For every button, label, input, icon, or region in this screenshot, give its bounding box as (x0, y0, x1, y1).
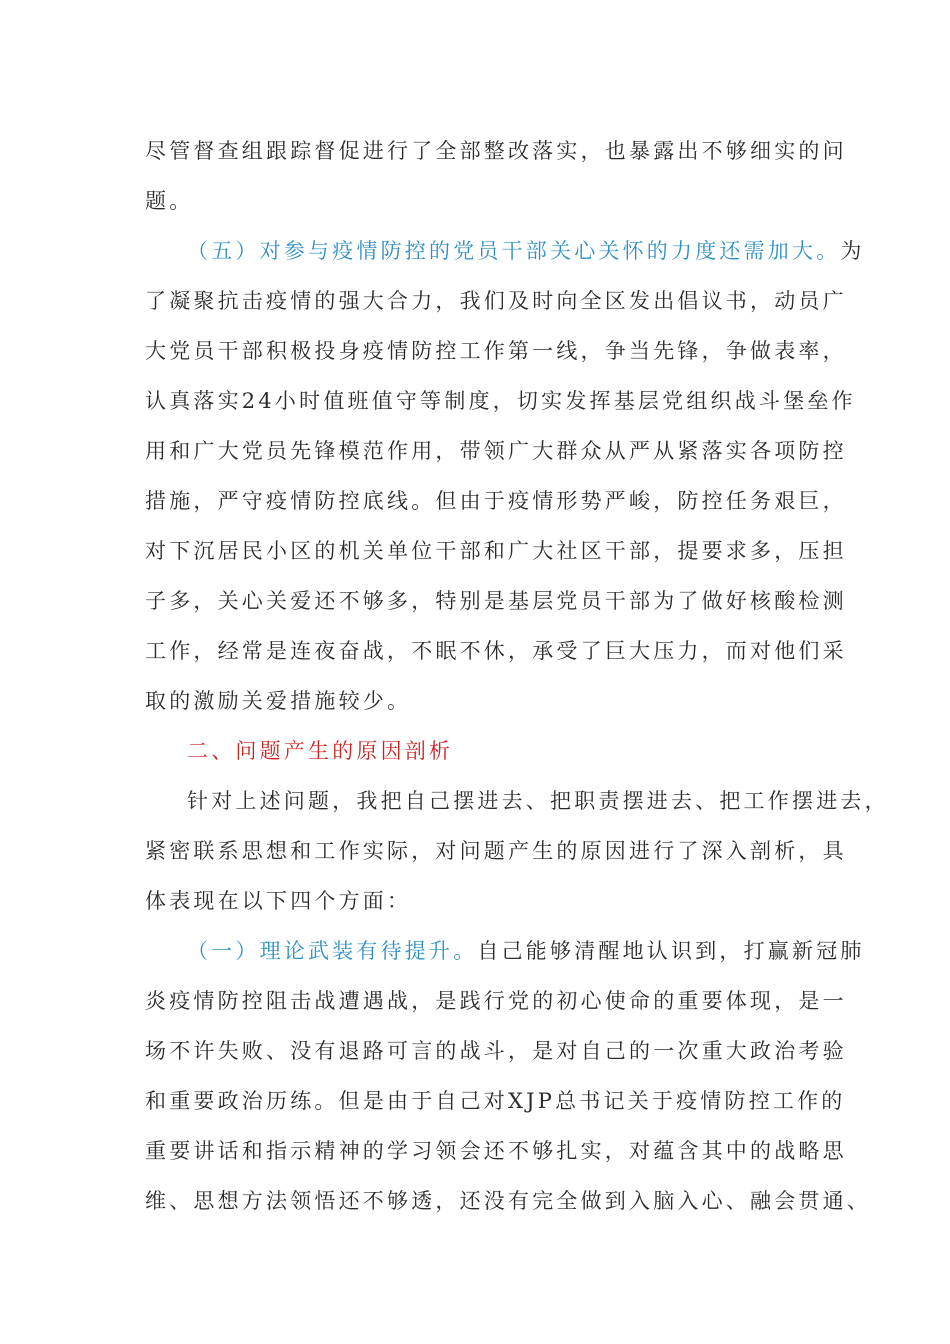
body-line: 和重要政治历练。但是由于自己对XJP总书记关于疫情防控工作的 (145, 1089, 846, 1113)
body-line: 措施，严守疫情防控底线。但由于疫情形势严峻，防控任务艰巨， (145, 489, 847, 513)
section-1-line (187, 936, 865, 966)
body-line: 认真落实24小时值班值守等制度，切实发挥基层党组织战斗堡垒作 (145, 389, 856, 413)
body-line: 题。 (145, 189, 194, 213)
body-line: 工作，经常是连夜奋战，不眠不休，承受了巨大压力，而对他们采 (145, 639, 847, 663)
body-line: 场不许失败、没有退路可言的战斗，是对自己的一次重大政治考验 (145, 1039, 847, 1063)
body-text: 自己能够清醒地认识到，打赢新冠肺 (477, 939, 865, 963)
body-line: 针对上述问题，我把自己摆进去、把职责摆进去、把工作摆进去， (187, 789, 889, 813)
section-heading-5: （五）对参与疫情防控的党员干部关心关怀的力度还需加大。 (187, 239, 841, 263)
chapter-heading-2: 二、问题产生的原因剖析 (187, 739, 454, 763)
body-line: 紧密联系思想和工作实际，对问题产生的原因进行了深入剖析，具 (145, 839, 847, 863)
body-line: 取的激励关爱措施较少。 (145, 689, 412, 713)
body-line: 用和广大党员先锋模范作用，带领广大群众从严从紧落实各项防控 (145, 439, 847, 463)
body-line: 了凝聚抗击疫情的强大合力，我们及时向全区发出倡议书，动员广 (145, 289, 847, 313)
section-5-line (187, 236, 865, 266)
body-line: 重要讲话和指示精神的学习领会还不够扎实，对蕴含其中的战略思 (145, 1139, 847, 1163)
body-line: 子多，关心关爱还不够多，特别是基层党员干部为了做好核酸检测 (145, 589, 847, 613)
section-heading-1: （一）理论武装有待提升。 (187, 939, 478, 963)
body-line: 大党员干部积极投身疫情防控工作第一线，争当先锋，争做表率， (145, 339, 847, 363)
body-line: 体表现在以下四个方面： (145, 889, 412, 913)
body-line: 炎疫情防控阻击战遭遇战，是践行党的初心使命的重要体现，是一 (145, 989, 847, 1013)
body-line: 维、思想方法领悟还不够透，还没有完全做到入脑入心、融会贯通、 (145, 1189, 871, 1213)
body-line: 尽管督查组跟踪督促进行了全部整改落实，也暴露出不够细实的问 (145, 139, 847, 163)
body-line: 对下沉居民小区的机关单位干部和广大社区干部，提要求多，压担 (145, 539, 847, 563)
body-text: 为 (840, 239, 865, 263)
